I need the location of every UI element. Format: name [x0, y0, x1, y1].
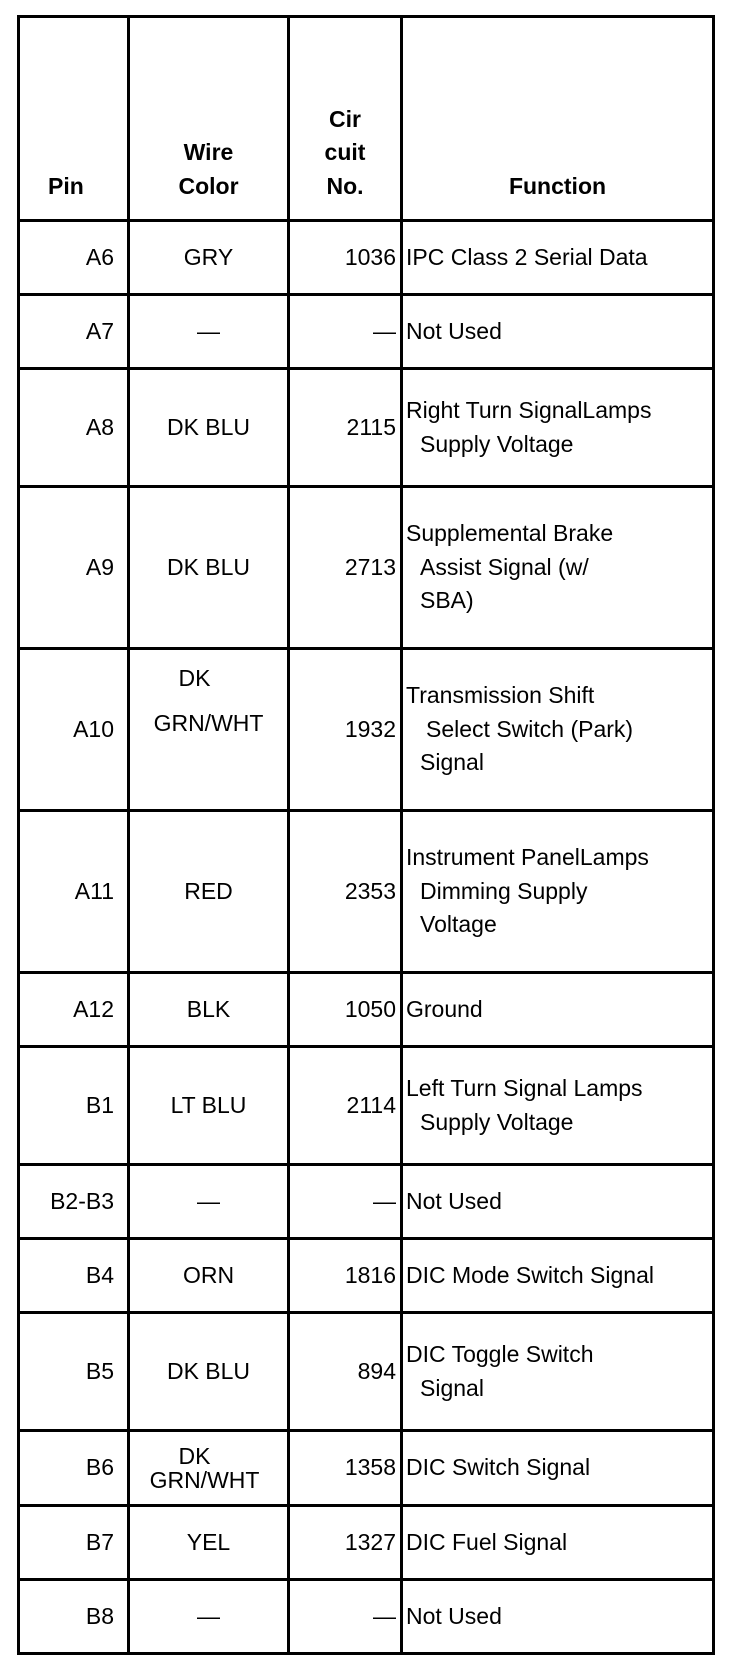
table-row	[19, 487, 714, 649]
circuit-cell: —	[289, 1165, 402, 1239]
header-pin: Pin	[19, 17, 129, 221]
function-cell: DIC Fuel Signal	[402, 1506, 714, 1580]
circuit-cell: —	[289, 295, 402, 369]
function-cell: DIC Mode Switch Signal	[402, 1239, 714, 1313]
connector-pinout-table	[17, 15, 715, 1655]
wire-color-cell: LT BLU	[129, 1047, 289, 1165]
wire-color-cell: —	[129, 1165, 289, 1239]
pin-cell: B4	[19, 1239, 129, 1313]
pin-cell: B6	[19, 1431, 129, 1506]
wire-color-cell: —	[129, 295, 289, 369]
function-cell: Left Turn Signal Lamps Supply Voltage	[402, 1047, 714, 1165]
function-cell: DIC Switch Signal	[402, 1431, 714, 1506]
wire-color-cell: GRY	[129, 221, 289, 295]
circuit-cell: —	[289, 1580, 402, 1654]
circuit-cell: 1816	[289, 1239, 402, 1313]
pin-cell: A8	[19, 369, 129, 487]
wire-color-cell: DK GRN/WHT	[129, 1431, 289, 1506]
header-circuit-no: Cir cuit No.	[289, 17, 402, 221]
wire-color-cell: DK GRN/WHT	[129, 649, 289, 811]
function-cell: Right Turn SignalLamps Supply Voltage	[402, 369, 714, 487]
table-row	[19, 369, 714, 487]
function-cell: Transmission Shift Select Switch (Park) Signal	[402, 649, 714, 811]
table-row	[19, 1239, 714, 1313]
table-row	[19, 973, 714, 1047]
wire-color-cell: —	[129, 1580, 289, 1654]
wire-color-cell: YEL	[129, 1506, 289, 1580]
function-cell: DIC Toggle Switch Signal	[402, 1313, 714, 1431]
table-row	[19, 1165, 714, 1239]
wire-color-cell: DK BLU	[129, 487, 289, 649]
pin-cell: B8	[19, 1580, 129, 1654]
function-cell: Not Used	[402, 1580, 714, 1654]
pin-cell: B5	[19, 1313, 129, 1431]
pin-cell: B1	[19, 1047, 129, 1165]
table-row	[19, 649, 714, 811]
function-cell: Supplemental Brake Assist Signal (w/ SBA)	[402, 487, 714, 649]
header-function: Function	[402, 17, 714, 221]
circuit-cell: 1050	[289, 973, 402, 1047]
header-wire-color: Wire Color	[129, 17, 289, 221]
table-row	[19, 1047, 714, 1165]
pin-cell: A11	[19, 811, 129, 973]
pin-cell: A7	[19, 295, 129, 369]
pin-cell: B7	[19, 1506, 129, 1580]
table-row	[19, 1431, 714, 1506]
circuit-cell: 894	[289, 1313, 402, 1431]
circuit-cell: 2353	[289, 811, 402, 973]
wire-color-cell: RED	[129, 811, 289, 973]
header-row	[19, 17, 714, 221]
table-row	[19, 221, 714, 295]
wire-color-cell: DK BLU	[129, 1313, 289, 1431]
function-cell: Instrument PanelLamps Dimming Supply Voltage	[402, 811, 714, 973]
table-row	[19, 1313, 714, 1431]
pin-cell: A12	[19, 973, 129, 1047]
circuit-cell: 1932	[289, 649, 402, 811]
table-row	[19, 1506, 714, 1580]
function-cell: Not Used	[402, 295, 714, 369]
circuit-cell: 2713	[289, 487, 402, 649]
wire-color-cell: ORN	[129, 1239, 289, 1313]
circuit-cell: 1036	[289, 221, 402, 295]
table-row	[19, 295, 714, 369]
function-cell: Not Used	[402, 1165, 714, 1239]
circuit-cell: 2114	[289, 1047, 402, 1165]
function-cell: IPC Class 2 Serial Data	[402, 221, 714, 295]
wire-color-cell: BLK	[129, 973, 289, 1047]
circuit-cell: 1358	[289, 1431, 402, 1506]
pin-cell: A9	[19, 487, 129, 649]
function-cell: Ground	[402, 973, 714, 1047]
wire-color-cell: DK BLU	[129, 369, 289, 487]
table-row	[19, 1580, 714, 1654]
circuit-cell: 2115	[289, 369, 402, 487]
pin-cell: A6	[19, 221, 129, 295]
pin-cell: A10	[19, 649, 129, 811]
circuit-cell: 1327	[289, 1506, 402, 1580]
table-row	[19, 811, 714, 973]
pin-cell: B2-B3	[19, 1165, 129, 1239]
